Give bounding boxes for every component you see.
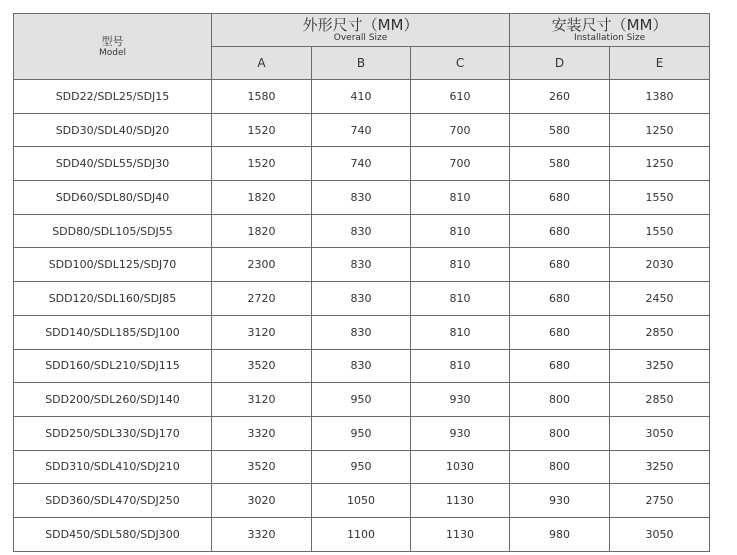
value-cell-c: 1130 xyxy=(411,517,510,551)
value-cell-b: 830 xyxy=(312,248,411,282)
value-cell-c: 930 xyxy=(411,383,510,417)
value-cell-d: 680 xyxy=(510,181,610,215)
value-cell-c: 700 xyxy=(411,113,510,147)
value-cell-a: 3320 xyxy=(212,517,312,551)
value-cell-c: 810 xyxy=(411,315,510,349)
model-cell: SDD80/SDL105/SDJ55 xyxy=(14,214,212,248)
spec-table xyxy=(13,13,710,552)
value-cell-a: 3120 xyxy=(212,383,312,417)
model-cell: SDD360/SDL470/SDJ250 xyxy=(14,484,212,518)
value-cell-a: 2300 xyxy=(212,248,312,282)
value-cell-d: 980 xyxy=(510,517,610,551)
value-cell-b: 1050 xyxy=(312,484,411,518)
column-header-c: C xyxy=(411,47,510,80)
value-cell-a: 3120 xyxy=(212,315,312,349)
value-cell-c: 930 xyxy=(411,416,510,450)
table-body xyxy=(14,80,710,552)
value-cell-d: 260 xyxy=(510,80,610,114)
table-row xyxy=(14,214,710,248)
model-cell: SDD22/SDL25/SDJ15 xyxy=(14,80,212,114)
value-cell-b: 830 xyxy=(312,214,411,248)
table-row xyxy=(14,484,710,518)
value-cell-b: 830 xyxy=(312,282,411,316)
value-cell-c: 810 xyxy=(411,214,510,248)
value-cell-d: 930 xyxy=(510,484,610,518)
value-cell-c: 810 xyxy=(411,181,510,215)
value-cell-d: 680 xyxy=(510,248,610,282)
overall-size-header-cn: 外形尺寸（MM） xyxy=(302,16,419,34)
table-row xyxy=(14,450,710,484)
table-row xyxy=(14,383,710,417)
value-cell-d: 800 xyxy=(510,383,610,417)
value-cell-e: 3250 xyxy=(610,349,710,383)
value-cell-b: 950 xyxy=(312,416,411,450)
value-cell-e: 2450 xyxy=(610,282,710,316)
value-cell-a: 3020 xyxy=(212,484,312,518)
value-cell-a: 1520 xyxy=(212,113,312,147)
value-cell-a: 1820 xyxy=(212,181,312,215)
value-cell-a: 1580 xyxy=(212,80,312,114)
value-cell-a: 2720 xyxy=(212,282,312,316)
value-cell-b: 410 xyxy=(312,80,411,114)
value-cell-b: 830 xyxy=(312,315,411,349)
overall-size-header xyxy=(212,14,510,47)
value-cell-b: 1100 xyxy=(312,517,411,551)
value-cell-e: 1550 xyxy=(610,181,710,215)
value-cell-d: 680 xyxy=(510,282,610,316)
model-cell: SDD120/SDL160/SDJ85 xyxy=(14,282,212,316)
value-cell-a: 3520 xyxy=(212,450,312,484)
value-cell-e: 1250 xyxy=(610,147,710,181)
installation-size-header-cn: 安装尺寸（MM） xyxy=(551,16,668,34)
value-cell-e: 1250 xyxy=(610,113,710,147)
value-cell-a: 1520 xyxy=(212,147,312,181)
value-cell-d: 580 xyxy=(510,113,610,147)
table-row xyxy=(14,349,710,383)
value-cell-b: 740 xyxy=(312,147,411,181)
value-cell-b: 830 xyxy=(312,181,411,215)
table-row xyxy=(14,147,710,181)
value-cell-e: 2030 xyxy=(610,248,710,282)
model-cell: SDD450/SDL580/SDJ300 xyxy=(14,517,212,551)
value-cell-e: 3250 xyxy=(610,450,710,484)
value-cell-c: 1030 xyxy=(411,450,510,484)
value-cell-c: 810 xyxy=(411,349,510,383)
table-row xyxy=(14,517,710,551)
value-cell-c: 1130 xyxy=(411,484,510,518)
value-cell-a: 3520 xyxy=(212,349,312,383)
value-cell-e: 2850 xyxy=(610,315,710,349)
table-row xyxy=(14,282,710,316)
value-cell-d: 680 xyxy=(510,315,610,349)
table-row xyxy=(14,315,710,349)
value-cell-b: 950 xyxy=(312,383,411,417)
model-cell: SDD40/SDL55/SDJ30 xyxy=(14,147,212,181)
value-cell-c: 700 xyxy=(411,147,510,181)
value-cell-d: 800 xyxy=(510,416,610,450)
model-header-cn: 型号 xyxy=(101,34,124,48)
model-cell: SDD200/SDL260/SDJ140 xyxy=(14,383,212,417)
value-cell-c: 610 xyxy=(411,80,510,114)
value-cell-b: 950 xyxy=(312,450,411,484)
model-cell: SDD250/SDL330/SDJ170 xyxy=(14,416,212,450)
value-cell-d: 680 xyxy=(510,349,610,383)
value-cell-c: 810 xyxy=(411,248,510,282)
installation-size-header-en: Installation Size xyxy=(573,33,646,43)
column-header-d: D xyxy=(510,47,610,80)
table-row xyxy=(14,248,710,282)
value-cell-b: 740 xyxy=(312,113,411,147)
table-row xyxy=(14,80,710,114)
value-cell-e: 3050 xyxy=(610,517,710,551)
value-cell-a: 1820 xyxy=(212,214,312,248)
model-cell: SDD140/SDL185/SDJ100 xyxy=(14,315,212,349)
model-cell: SDD60/SDL80/SDJ40 xyxy=(14,181,212,215)
spec-table-container xyxy=(13,13,709,552)
table-row xyxy=(14,113,710,147)
value-cell-d: 580 xyxy=(510,147,610,181)
value-cell-e: 1550 xyxy=(610,214,710,248)
value-cell-e: 1380 xyxy=(610,80,710,114)
table-header xyxy=(14,14,710,80)
overall-size-header-en: Overall Size xyxy=(333,33,388,43)
value-cell-d: 800 xyxy=(510,450,610,484)
value-cell-e: 3050 xyxy=(610,416,710,450)
model-cell: SDD30/SDL40/SDJ20 xyxy=(14,113,212,147)
value-cell-c: 810 xyxy=(411,282,510,316)
model-cell: SDD100/SDL125/SDJ70 xyxy=(14,248,212,282)
model-header-en: Model xyxy=(98,47,127,58)
column-header-b: B xyxy=(312,47,411,80)
model-cell: SDD310/SDL410/SDJ210 xyxy=(14,450,212,484)
value-cell-b: 830 xyxy=(312,349,411,383)
value-cell-d: 680 xyxy=(510,214,610,248)
value-cell-a: 3320 xyxy=(212,416,312,450)
model-header xyxy=(14,14,212,80)
value-cell-e: 2750 xyxy=(610,484,710,518)
installation-size-header xyxy=(510,14,710,47)
column-header-e: E xyxy=(610,47,710,80)
column-header-a: A xyxy=(212,47,312,80)
table-row xyxy=(14,181,710,215)
table-row xyxy=(14,416,710,450)
model-cell: SDD160/SDL210/SDJ115 xyxy=(14,349,212,383)
value-cell-e: 2850 xyxy=(610,383,710,417)
